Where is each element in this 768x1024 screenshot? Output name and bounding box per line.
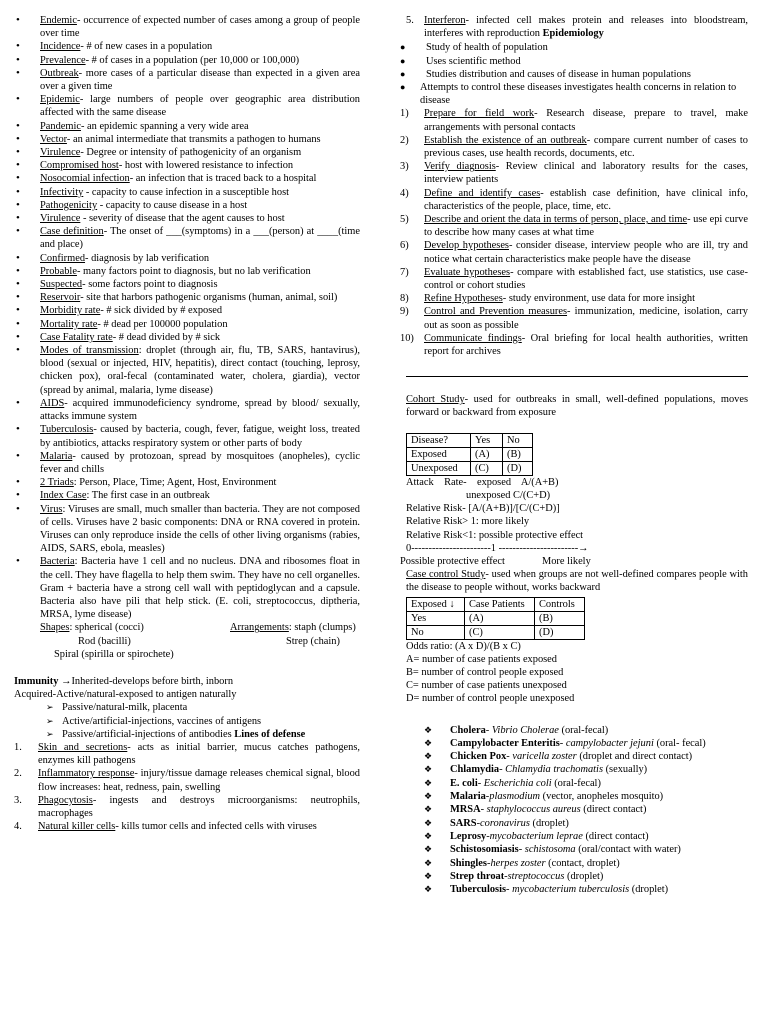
definition-text: - host with lowered resistance to infection (118, 160, 294, 172)
definition-text: - occurrence of expected number of cases among a group of people over time (40, 15, 360, 40)
definition-text: - an animal intermediate that transmits a pathogen to humans (66, 133, 321, 145)
disease-name: Tuberculosis (450, 884, 507, 896)
disease-sep: - (485, 791, 490, 803)
step-term: Evaluate hypotheses (424, 266, 511, 278)
table-row (407, 461, 533, 475)
interferon-list (400, 14, 748, 40)
step-text: - Research disease, prepare to travel, make arrangements with personal contacts (424, 108, 748, 133)
definition-item (14, 252, 360, 265)
disease-name: Campylobacter Enteritis (450, 737, 560, 749)
disease-agent: coronavirus (480, 817, 530, 829)
definition-term: Infectivity (40, 186, 84, 198)
right-column (400, 14, 748, 896)
immunity-acquired: Acquired-Active/natural-exposed to antigen naturally (14, 689, 237, 701)
table-cell: No (503, 433, 533, 447)
definition-item (14, 397, 360, 423)
defense-term: Inflammatory response (38, 768, 135, 780)
definition-text: - The onset of ___(symptoms) in a ___(person) at ____(time and place) (40, 226, 360, 251)
step-term: Describe and orient the data in terms of person, place, and time (424, 214, 688, 226)
definition-item (14, 331, 360, 344)
definition-item (14, 278, 360, 291)
disease-item (424, 883, 748, 896)
step-text: - immunization, medicine, isolation, carry out as soon as possible (424, 306, 748, 331)
attack-rate-line: Attack Rate- exposed A/(A+B) (406, 476, 559, 488)
step-number: 2) (400, 134, 409, 146)
odds-definition: A= number of case patients exposed (406, 653, 557, 665)
odds-definition: B= number of control people exposed (406, 666, 564, 678)
step-number: 7) (400, 266, 409, 278)
table-cell: Unexposed (407, 461, 471, 475)
disease-item (424, 817, 748, 830)
definition-text: - Degree or intensity of pathogenicity of an organism (80, 147, 302, 159)
disease-transmission: (droplet) (629, 884, 669, 896)
definition-item (14, 133, 360, 146)
scale-left-label: Possible protective effect (400, 555, 505, 567)
definition-text: : droplet (through air, flu, TB, SARS, hantavirus), blood (sexual or injected, HIV, hepatitis), direct contact (touching, leprosy, chicken pox), oral-fecal (contaminated water, cholera, giardia), vector (spread by animal, malaria, lyme disease) (40, 345, 360, 396)
step-term: Develop hypotheses (424, 240, 509, 252)
definition-text: - more cases of a particular disease than expected in a given area over a given time (40, 67, 360, 93)
lines-of-defense-list (14, 741, 360, 833)
definition-text: - # dead per 100000 population (97, 318, 228, 330)
disease-agent: streptococcus (507, 870, 565, 882)
definition-text: : Viruses are small, much smaller than bacteria. They are not composed of cells. Viruses have 2 basic components: DNA or RNA covered in protein. Viruses can only reproduce inside the cells of other living organisms (rabies, AIDS, SARS, ebola, measles) (40, 503, 360, 555)
step-text: - Review clinical and laboratory results for the cases, interview patients (424, 161, 748, 186)
cohort-term: Cohort Study (406, 394, 465, 406)
step-text: - compare with established fact, use statistics, use case-control or cohort studies (424, 266, 748, 292)
definition-text: - some factors point to diagnosis (82, 279, 218, 291)
scale-right-label: More likely (542, 555, 591, 567)
relative-risk-greater: Relative Risk> 1: more likely (406, 516, 530, 528)
definition-text: - caused by protozoan, spread by mosquitoes (anopheles), cyclic fever and chills (40, 450, 360, 475)
epidemiology-point: ● Uses scientific method (400, 55, 748, 68)
disease-agent: varicella zoster (512, 751, 577, 763)
table-row (407, 625, 585, 639)
disease-sep: - (506, 751, 513, 763)
strep-text: Strep (chain) (286, 635, 340, 647)
outbreak-step (400, 239, 748, 265)
defense-number: 2. (14, 768, 22, 780)
definition-text: - large numbers of people over geographic area distribution affected with the same disease (40, 94, 360, 119)
definition-text: - many factors point to diagnosis, but no lab verification (76, 265, 311, 277)
step-number: 8) (400, 293, 409, 305)
disease-agent: campylobacter jejuni (565, 737, 654, 749)
table-cell: (C) (465, 625, 535, 639)
defense-item (14, 741, 360, 767)
table-cell: Yes (471, 433, 503, 447)
outbreak-step (400, 187, 748, 213)
definition-term: Prevalence (40, 54, 86, 66)
disease-transmission: (oral- fecal) (653, 737, 706, 749)
risk-scale-labels (400, 555, 748, 568)
definition-term: Mortality rate (40, 318, 98, 330)
disease-transmission: (oral/contact with water) (575, 844, 681, 856)
step-term: Refine Hypotheses (424, 293, 503, 305)
table-cell: (D) (503, 461, 533, 475)
disease-name: Cholera (450, 724, 486, 736)
step-term: Communicate findings (424, 332, 522, 344)
immunity-type-item: ➢ Passive/natural-milk, placenta (46, 701, 360, 714)
definition-item (14, 199, 360, 212)
disease-agent: plasmodium (489, 791, 541, 803)
definition-term: Endemic (40, 15, 77, 26)
disease-agent: Chlamydia trachomatis (505, 764, 603, 776)
definition-term: Index Case (40, 490, 87, 502)
table-row (407, 433, 533, 447)
shapes-label: Shapes (40, 622, 70, 634)
epidemiology-points (400, 41, 748, 107)
definition-text: - capacity to cause infection in a susceptible host (83, 186, 290, 198)
epidemiology-heading: Epidemiology (542, 28, 604, 40)
disease-name: Malaria (450, 791, 486, 803)
disease-item (424, 750, 748, 763)
table-cell: Yes (407, 611, 465, 625)
definition-term: Nosocomial infection (40, 173, 130, 185)
table-cell: (A) (465, 611, 535, 625)
disease-transmission: (direct contact) (580, 804, 647, 816)
lines-of-defense-heading: Lines of defense (234, 728, 306, 740)
definition-text: - # sick divided by # exposed (100, 305, 223, 317)
disease-name: SARS (450, 817, 477, 829)
outbreak-step (400, 160, 748, 186)
table-cell: (D) (535, 625, 585, 639)
disease-item (424, 857, 748, 870)
outbreak-step (400, 213, 748, 239)
disease-name: Chlamydia (450, 764, 500, 776)
disease-transmission: (contact, droplet) (545, 857, 620, 869)
case-control-text: - used when groups are not well-defined compares people with the disease to people without, works backward (406, 569, 748, 594)
definition-item (14, 54, 360, 67)
definition-term: Incidence (40, 41, 81, 53)
step-text: - consider disease, interview people who are ill, try and notice what certain characteristics make people have the disease (424, 240, 748, 265)
step-number: 3) (400, 161, 409, 173)
defense-term: Phagocytosis (38, 794, 93, 806)
case-control-term: Case control Study (406, 569, 486, 581)
outbreak-step (400, 266, 748, 292)
immunity-types-list (14, 701, 360, 741)
outbreak-step (400, 292, 748, 305)
immunity-title: Immunity (14, 675, 59, 687)
definition-term: Compromised host (40, 160, 119, 172)
disease-agent: herpes zoster (490, 857, 546, 869)
definition-item (14, 146, 360, 159)
defense-text: - acts as initial barrier, mucus catches pathogens, enzymes kill pathogens (38, 741, 360, 767)
defense-term: Skin and secretions (38, 741, 128, 753)
disease-name: Leprosy (450, 830, 487, 842)
step-text: - Oral briefing for local health authorities, written report for archives (424, 332, 748, 358)
definition-item (14, 304, 360, 317)
definition-text: - site that harbors pathogenic organisms (human, animal, soil) (80, 292, 338, 304)
interferon-term: Interferon (424, 15, 466, 26)
disease-item (424, 843, 748, 856)
definition-text: - diagnosis by lab verification (85, 252, 210, 264)
shapes-row-1 (40, 621, 360, 634)
defense-number: 1. (14, 741, 22, 753)
defense-item (14, 794, 360, 820)
definition-term: Suspected (40, 279, 83, 291)
disease-agent: mycobacterium tuberculosis (512, 884, 630, 896)
definition-term: 2 Triads (40, 477, 74, 489)
definition-term: Tuberculosis (40, 424, 94, 436)
definition-item (14, 186, 360, 199)
disease-name: MRSA (450, 804, 481, 816)
definition-text: - acquired immunodeficiency syndrome, spread by blood/ sexually, attacks immune system (40, 397, 360, 423)
outbreak-step (400, 332, 748, 358)
definition-item (14, 476, 360, 489)
interferon-item (400, 14, 748, 40)
disease-transmission: (oral-fecal) (551, 777, 601, 789)
defense-text: - injury/tissue damage releases chemical signal, blood flow increases: heat, redness, pain, swelling (38, 768, 360, 793)
definition-term: Bacteria (40, 556, 75, 568)
definition-term: Confirmed (40, 252, 86, 264)
table-cell: Exposed (407, 447, 471, 461)
step-number: 4) (400, 187, 409, 199)
disease-name: E. coli (450, 777, 478, 789)
table-cell: (C) (471, 461, 503, 475)
disease-list (400, 724, 748, 897)
disease-item (424, 777, 748, 790)
odds-ratio: Odds ratio: (A x D)/(B x C) (406, 640, 521, 652)
defense-text: - ingests and destroys microorganisms: neutrophils, macrophages (38, 794, 360, 819)
definition-item (14, 503, 360, 556)
definition-item (14, 555, 360, 621)
definitions-list (14, 14, 360, 621)
disease-name: Shingles (450, 857, 487, 869)
definition-item (14, 14, 360, 40)
step-number: 5) (400, 214, 409, 226)
table-cell: Disease? (407, 433, 471, 447)
outbreak-step (400, 305, 748, 331)
attack-rate-unexposed: unexposed C/(C+D) (466, 489, 551, 501)
table-row (407, 611, 585, 625)
table-cell: (B) (503, 447, 533, 461)
odds-definition: C= number of case patients unexposed (406, 680, 567, 692)
definition-text: : Bacteria have 1 cell and no nucleus. DNA and ribosomes float in the cell. They have flagella to help them swim. They have no cell organelles. Gram + bacteria have a strong cell wall with peptidoglycan and a capsule. Bacteria also have pili that help stick. (E. coli, streptococcus, diptheria, MRSA, lyme disease) (40, 556, 360, 621)
table-row (407, 597, 585, 611)
definition-item (14, 93, 360, 119)
definition-text: - caused by bacteria, cough, fever, fatigue, weight loss, treated by antibiotics, attacks respiratory system or other parts of body (40, 424, 360, 449)
rod-text: Rod (bacilli) (78, 635, 131, 647)
relative-risk-less: Relative Risk<1: possible protective effect (406, 529, 584, 541)
definition-item (14, 67, 360, 93)
definition-term: Malaria (40, 450, 73, 462)
cohort-formulas (400, 476, 748, 555)
definition-term: Virus (40, 503, 63, 515)
definition-item (14, 265, 360, 278)
definition-item (14, 225, 360, 251)
definition-item (14, 318, 360, 331)
disease-sep: - (480, 804, 487, 816)
step-number: 10) (400, 332, 414, 344)
step-term: Verify diagnosis (424, 161, 496, 173)
defense-number: 4. (14, 821, 22, 833)
definition-text: : The first case in an outbreak (86, 490, 210, 502)
disease-item (424, 763, 748, 776)
interferon-number: 5. (406, 15, 414, 26)
cohort-study (400, 393, 748, 475)
definition-text: - # dead divided by # sick (112, 331, 221, 343)
spiral-text: Spiral (spirilla or spirochete) (54, 648, 174, 660)
defense-text: - kills tumor cells and infected cells with viruses (115, 821, 317, 833)
definition-term: Virulence (40, 213, 81, 225)
step-term: Prepare for field work (424, 108, 535, 120)
disease-item (424, 803, 748, 816)
step-text: - establish case definition, have clinical info, characteristics of the people, place, time, etc. (424, 187, 748, 212)
risk-scale: 0-----------------------1 -----------------------→ (406, 542, 589, 554)
left-column (14, 14, 360, 833)
disease-sep: - (499, 764, 506, 776)
arrangements-label: Arrangements (230, 622, 289, 634)
disease-name: Schistosomiasis (450, 844, 519, 856)
case-control-table (406, 597, 585, 640)
interferon-text: - infected cell makes protein and releases into bloodstream, interferes with reproduction (424, 15, 748, 40)
definition-item (14, 159, 360, 172)
table-row (407, 447, 533, 461)
disease-agent: staphylococcus aureus (486, 804, 581, 816)
relative-risk-formula: Relative Risk- [A/(A+B)]/[C/(C+D)] (406, 503, 560, 515)
step-number: 6) (400, 240, 409, 252)
table-cell: No (407, 625, 465, 639)
definition-item (14, 344, 360, 397)
disease-transmission: (oral-fecal) (558, 724, 609, 736)
step-term: Define and identify cases (424, 187, 541, 199)
defense-term: Natural killer cells (38, 821, 116, 833)
disease-sep: - (485, 724, 492, 736)
arrangements-text: : staph (clumps) (288, 622, 356, 634)
disease-agent: Vibrio Cholerae (491, 724, 559, 736)
disease-name: Strep throat (450, 870, 505, 882)
table-cell: Exposed ↓ (407, 597, 465, 611)
immunity-inherited: →Inherited-develops before birth, inborn (58, 675, 234, 687)
section-divider (406, 376, 748, 377)
case-control-study (400, 568, 748, 705)
step-term: Establish the existence of an outbreak (424, 134, 587, 146)
definition-item (14, 40, 360, 53)
disease-sep: - (486, 830, 490, 842)
odds-definitions (406, 653, 748, 706)
outbreak-step (400, 134, 748, 160)
epidemiology-point: ● Attempts to control these diseases investigates health concerns in relation to disease (400, 81, 748, 107)
epidemiology-point: ● Study of health of population (400, 41, 748, 54)
definition-item (14, 172, 360, 185)
table-cell: (A) (471, 447, 503, 461)
disease-sep: - (504, 870, 508, 882)
disease-sep: - (518, 844, 525, 856)
disease-sep: - (486, 857, 491, 869)
step-text: - study environment, use data for more insight (502, 293, 695, 305)
disease-sep: - (559, 737, 566, 749)
disease-agent: Escherichia coli (483, 777, 552, 789)
disease-transmission: (droplet) (564, 870, 604, 882)
definition-text: - an epidemic spanning a very wide area (80, 120, 249, 132)
shapes-text: : spherical (cocci) (69, 622, 144, 634)
disease-agent: schistosoma (524, 844, 576, 856)
definition-item (14, 212, 360, 225)
definition-text: - severity of disease that the agent causes to host (80, 213, 285, 225)
definition-item (14, 450, 360, 476)
disease-item (424, 737, 748, 750)
immunity-section (14, 675, 360, 833)
immunity-type-item: ➢ Passive/artificial-injections of antibodies Lines of defense (46, 728, 360, 741)
definition-term: Epidemic (40, 94, 80, 106)
disease-sep: - (506, 884, 513, 896)
outbreak-step (400, 107, 748, 133)
table-cell: Case Patients (465, 597, 535, 611)
cohort-text: - used for outbreaks in small, well-defined populations, moves forward or backward from exposure (406, 394, 748, 419)
odds-definition: D= number of control people unexposed (406, 693, 575, 705)
step-term: Control and Prevention measures (424, 306, 568, 318)
definition-term: Vector (40, 133, 67, 145)
defense-item (14, 767, 360, 793)
disease-name: Chicken Pox (450, 751, 507, 763)
bacteria-shapes (14, 621, 360, 661)
defense-item (14, 820, 360, 833)
immunity-type-item: ➢ Active/artificial-injections, vaccines of antigens (46, 715, 360, 728)
disease-sep: - (476, 817, 481, 829)
defense-number: 3. (14, 794, 22, 806)
disease-agent: mycobacterium leprae (489, 830, 583, 842)
definition-term: Reservoir (40, 292, 81, 304)
definition-term: Case Fatality rate (40, 331, 113, 343)
step-text: - use epi curve to describe how many cases at what time (424, 214, 748, 239)
disease-transmission: (sexually) (602, 764, 648, 776)
definition-term: Pathogenicity (40, 199, 98, 211)
outbreak-steps-list (400, 107, 748, 358)
definition-term: Morbidity rate (40, 305, 101, 317)
table-cell: (B) (535, 611, 585, 625)
disease-item (424, 790, 748, 803)
definition-text: - # of cases in a population (per 10,000 or 100,000) (85, 54, 300, 66)
epidemiology-point: ● Studies distribution and causes of disease in human populations (400, 68, 748, 81)
disease-transmission: (vector, anopheles mosquito) (540, 791, 664, 803)
definition-term: Case definition (40, 226, 104, 238)
table-cell: Controls (535, 597, 585, 611)
disease-item (424, 830, 748, 843)
definition-text: - an infection that is traced back to a hospital (129, 173, 317, 185)
definition-item (14, 291, 360, 304)
shapes-row-2 (40, 635, 360, 648)
step-number: 1) (400, 108, 409, 120)
shapes-row-3 (40, 648, 360, 661)
definition-item (14, 423, 360, 449)
definition-term: AIDS (40, 397, 65, 409)
cohort-table (406, 433, 533, 476)
definition-text: - # of new cases in a population (80, 41, 213, 53)
step-number: 9) (400, 306, 409, 318)
disease-transmission: (droplet) (529, 817, 569, 829)
disease-transmission: (direct contact) (582, 830, 649, 842)
step-text: - compare current number of cases to previous cases, use health records, documents, etc. (424, 134, 749, 160)
definition-term: Modes of transmission (40, 345, 139, 357)
definition-text: - capacity to cause disease in a host (97, 199, 248, 211)
disease-sep: - (477, 777, 484, 789)
definition-term: Outbreak (40, 67, 79, 79)
definition-item (14, 489, 360, 502)
disease-item (424, 724, 748, 737)
definition-term: Virulence (40, 147, 81, 159)
disease-transmission: (droplet and direct contact) (576, 751, 693, 763)
definition-text: : Person, Place, Time; Agent, Host, Environment (73, 477, 277, 489)
disease-item (424, 870, 748, 883)
definition-term: Probable (40, 265, 77, 277)
definition-term: Pandemic (40, 120, 81, 132)
definition-item (14, 120, 360, 133)
